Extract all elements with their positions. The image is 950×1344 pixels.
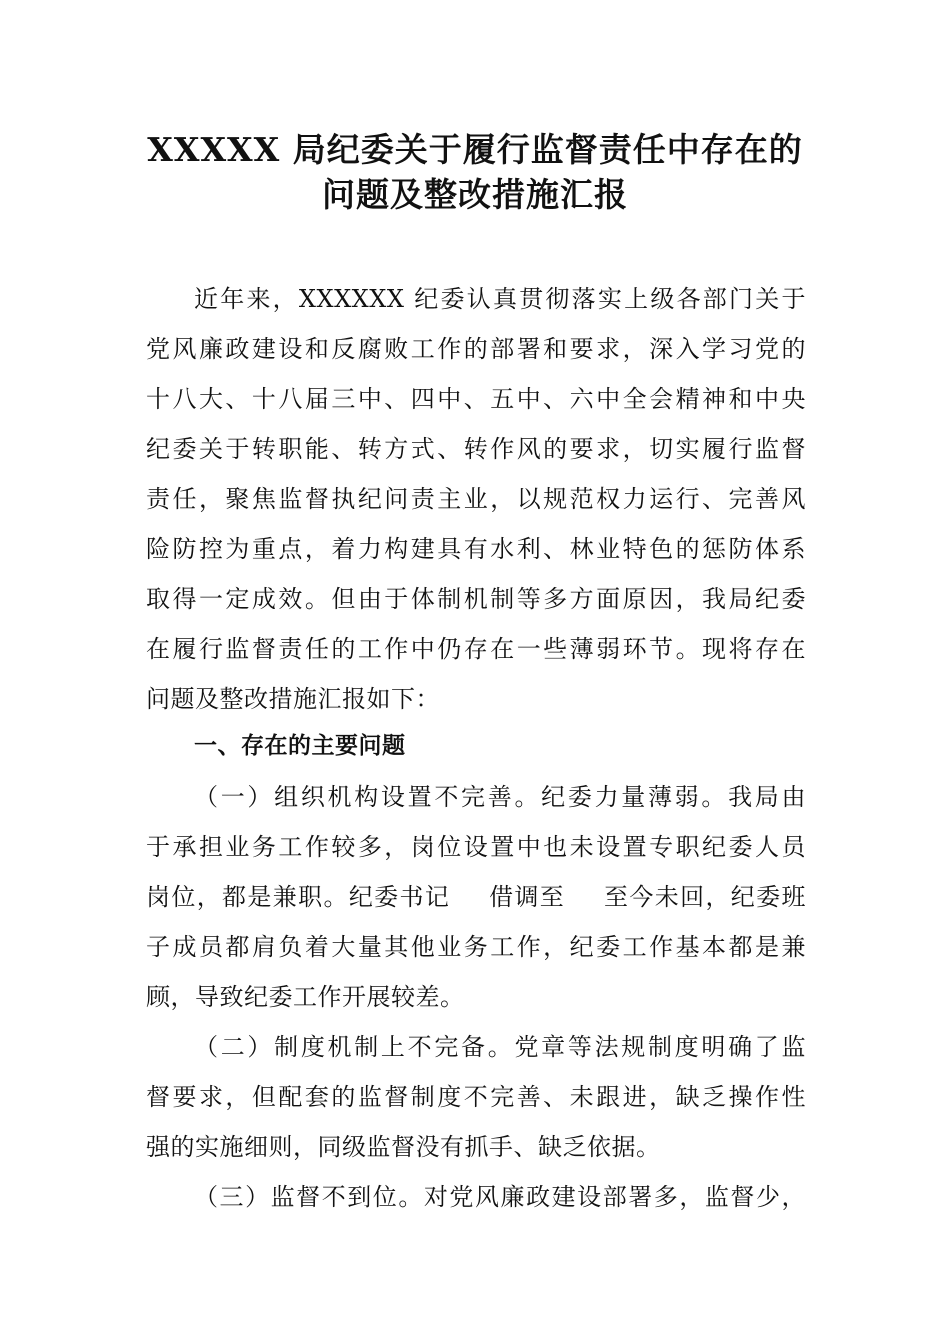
document-title-line-1: XXXXX 局纪委关于履行监督责任中存在的 [147, 130, 803, 169]
body-line: 险防控为重点，着力构建具有水利、林业特色的惩防体系 [146, 535, 806, 563]
body-fragment: 至今未回，纪委班 [603, 883, 807, 911]
body-line: （一）组织机构设置不完善。纪委力量薄弱。我局由 [194, 783, 806, 811]
body-line: 强的实施细则，同级监督没有抓手、缺乏依据。 [146, 1133, 661, 1161]
body-line: 顾，导致纪委工作开展较差。 [146, 983, 465, 1011]
body-fragment: 借调至 [488, 883, 566, 911]
body-line: 于承担业务工作较多，岗位设置中也未设置专职纪委人员 [146, 833, 806, 861]
body-line: 近年来，XXXXXX 纪委认真贯彻落实上级各部门关于 [194, 285, 806, 313]
body-line: 党风廉政建设和反腐败工作的部署和要求，深入学习党的 [146, 335, 806, 363]
body-line: 十八大、十八届三中、四中、五中、六中全会精神和中央 [146, 385, 806, 413]
body-fragment: 岗位，都是兼职。纪委书记 [146, 883, 451, 911]
section-heading: 一、存在的主要问题 [194, 733, 406, 759]
body-line [146, 872, 806, 922]
body-line: 督要求，但配套的监督制度不完善、未跟进，缺乏操作性 [146, 1083, 806, 1111]
body-line: 子成员都肩负着大量其他业务工作，纪委工作基本都是兼 [146, 933, 806, 961]
body-line: （三）监督不到位。对党风廉政建设部署多，监督少， [194, 1183, 806, 1211]
body-line: 责任，聚焦监督执纪问责主业，以规范权力运行、完善风 [146, 485, 806, 513]
body-line: 纪委关于转职能、转方式、转作风的要求，切实履行监督 [146, 435, 806, 463]
body-line: 取得一定成效。但由于体制机制等多方面原因，我局纪委 [146, 585, 806, 613]
document-title-line-2: 问题及整改措施汇报 [322, 175, 628, 214]
body-line: 在履行监督责任的工作中仍存在一些薄弱环节。现将存在 [146, 635, 806, 663]
body-line: （二）制度机制上不完备。党章等法规制度明确了监 [194, 1033, 806, 1061]
body-line: 问题及整改措施汇报如下： [146, 685, 440, 713]
